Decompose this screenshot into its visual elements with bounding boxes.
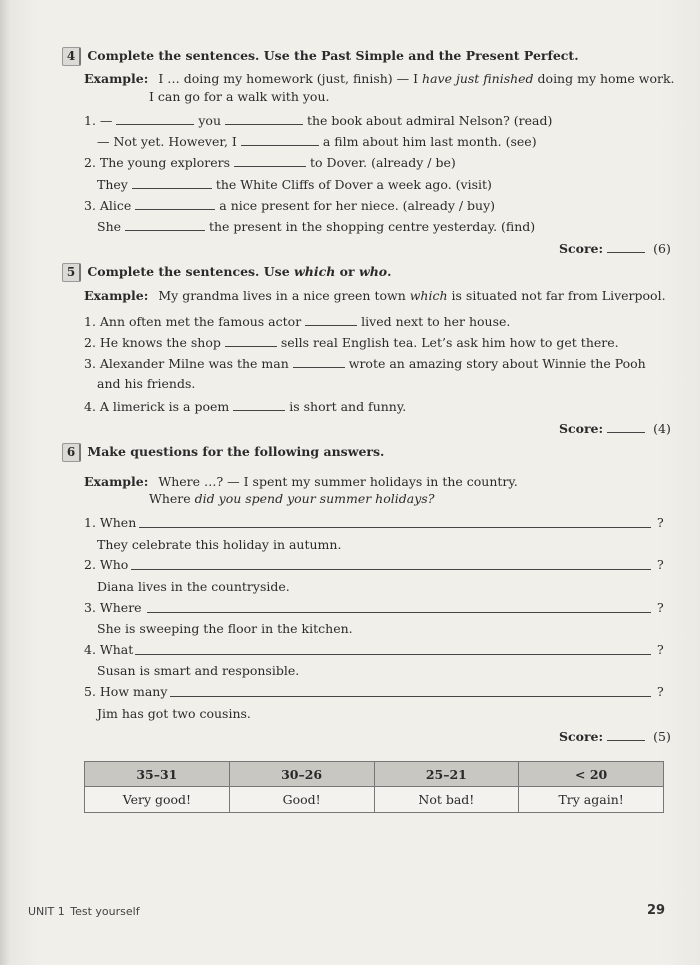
score-rating: Not bad!: [374, 787, 519, 813]
question-mark: ?: [657, 642, 664, 657]
score-5: [559, 420, 671, 436]
exercise-title-end: .: [387, 264, 392, 279]
sentence-text: to Dover. (already / be): [310, 155, 456, 170]
score-range-row: [85, 762, 664, 787]
answer-blank[interactable]: [305, 313, 357, 326]
sentence-text: a nice present for her niece. (already / buy): [219, 198, 496, 213]
answer-5: Jim has got two cousins.: [97, 706, 251, 721]
example-line: [84, 71, 675, 86]
sentence-2-follow: [97, 176, 492, 192]
exercise-title-who: who: [358, 264, 388, 279]
sentence-text: lived next to her house.: [361, 314, 511, 329]
sentence-text: She: [97, 219, 122, 234]
example-text: Where: [149, 491, 195, 506]
question-mark: ?: [657, 600, 664, 615]
example-text: I … doing my homework (just, finish) — I: [158, 71, 423, 86]
score-range: < 20: [519, 762, 664, 787]
sentence-text: sells real English tea. Let’s ask him how to get there.: [280, 335, 619, 350]
example-text-end: is situated not far from Liverpool.: [447, 288, 666, 303]
exercise-5-heading: [62, 263, 391, 282]
sentence-3: [84, 197, 495, 213]
question-1-prompt: 1. When: [84, 515, 137, 530]
unit-label: UNIT 1: [28, 905, 65, 918]
sentence-2: [84, 334, 619, 350]
exercise-number: 5: [62, 263, 81, 282]
sentence-text: wrote an amazing story about Winnie the Pooh: [348, 356, 646, 371]
answer-blank[interactable]: [135, 197, 215, 210]
sentence-1-reply: [97, 133, 537, 149]
footer-unit: [28, 905, 140, 918]
answer-blank[interactable]: [293, 355, 345, 368]
exercise-title: Make questions for the following answers.: [87, 444, 385, 459]
question-5-line[interactable]: [170, 696, 651, 697]
example-answer: which: [409, 288, 448, 303]
score-blank[interactable]: [607, 420, 645, 433]
score-rating-row: [85, 787, 664, 813]
question-mark: ?: [657, 684, 664, 699]
score-rating: Try again!: [519, 787, 664, 813]
question-3-line[interactable]: [147, 612, 651, 613]
score-range: 30–26: [229, 762, 374, 787]
score-blank[interactable]: [607, 728, 645, 741]
sentence-text: you: [198, 113, 222, 128]
answer-blank[interactable]: [132, 176, 212, 189]
sentence-1: [84, 313, 510, 329]
example-line: [84, 288, 666, 303]
score-label: Score:: [559, 421, 604, 436]
sentence-text: the White Cliffs of Dover a week ago. (visit): [215, 177, 492, 192]
score-label: Score:: [559, 241, 604, 256]
exercise-6-heading: [62, 443, 384, 462]
answer-blank[interactable]: [241, 133, 319, 146]
sentence-text: 1. —: [84, 113, 113, 128]
example-answer: did you spend your summer holidays?: [194, 491, 435, 506]
answer-blank[interactable]: [225, 334, 277, 347]
score-label: Score:: [559, 729, 604, 744]
answer-3: She is sweeping the floor in the kitchen.: [97, 621, 353, 636]
sentence-text: 3. Alice: [84, 198, 132, 213]
score-6: [559, 728, 671, 744]
score-4: [559, 240, 671, 256]
question-4-prompt: 4. What: [84, 642, 134, 657]
sentence-text: 4. A limerick is a poem: [84, 399, 230, 414]
example-line: [84, 474, 518, 489]
score-max: (5): [653, 729, 671, 744]
exercise-title: Complete the sentences. Use the Past Simple and the Present Perfect.: [87, 48, 579, 63]
sentence-3-follow: [97, 218, 535, 234]
page-number: 29: [647, 903, 666, 918]
sentence-text: — Not yet. However, I: [97, 134, 237, 149]
question-2-line[interactable]: [131, 569, 651, 570]
answer-4: Susan is smart and responsible.: [97, 663, 300, 678]
question-mark: ?: [657, 557, 664, 572]
answer-blank[interactable]: [233, 398, 285, 411]
sentence-text: 3. Alexander Milne was the man: [84, 356, 289, 371]
example-text: Where …? — I spent my summer holidays in the country.: [158, 474, 518, 489]
question-4-line[interactable]: [135, 654, 651, 655]
example-answer: have just finished: [422, 71, 534, 86]
exercise-number: 4: [62, 47, 81, 66]
score-blank[interactable]: [607, 240, 645, 253]
answer-2: Diana lives in the countryside.: [97, 579, 290, 594]
exercise-title-or: or: [335, 264, 359, 279]
example-text: My grandma lives in a nice green town: [158, 288, 410, 303]
sentence-text: 2. The young explorers: [84, 155, 231, 170]
exercise-title-which: which: [294, 264, 336, 279]
score-max: (6): [653, 241, 671, 256]
score-range: 35–31: [85, 762, 230, 787]
sentence-text: 2. He knows the shop: [84, 335, 221, 350]
section-label: Test yourself: [70, 905, 140, 918]
sentence-text: the present in the shopping centre yesterday. (find): [208, 219, 536, 234]
score-range: 25–21: [374, 762, 519, 787]
example-label: Example:: [84, 288, 149, 303]
example-label: Example:: [84, 71, 149, 86]
example-line-2: [149, 491, 434, 506]
example-line-2: I can go for a walk with you.: [149, 89, 330, 104]
question-mark: ?: [657, 515, 664, 530]
sentence-text: is short and funny.: [289, 399, 407, 414]
score-rating: Very good!: [85, 787, 230, 813]
example-text-end: doing my home work.: [533, 71, 675, 86]
sentence-2: [84, 154, 456, 170]
exercise-title: Complete the sentences. Use: [87, 264, 294, 279]
exercise-4-heading: [62, 47, 579, 66]
score-max: (4): [653, 421, 671, 436]
example-label: Example:: [84, 474, 149, 489]
answer-blank[interactable]: [116, 112, 194, 125]
score-rating: Good!: [229, 787, 374, 813]
answer-blank[interactable]: [234, 154, 306, 167]
score-table: [84, 761, 664, 813]
sentence-text: They: [97, 177, 128, 192]
question-2-prompt: 2. Who: [84, 557, 129, 572]
sentence-text: 1. Ann often met the famous actor: [84, 314, 302, 329]
sentence-text: the book about admiral Nelson? (read): [306, 113, 553, 128]
exercise-number: 6: [62, 443, 81, 462]
question-3-prompt: 3. Where: [84, 600, 142, 615]
question-1-line[interactable]: [139, 527, 651, 528]
answer-blank[interactable]: [225, 112, 303, 125]
question-5-prompt: 5. How many: [84, 684, 168, 699]
sentence-1: [84, 112, 552, 128]
answer-blank[interactable]: [125, 218, 205, 231]
sentence-3-cont: and his friends.: [97, 376, 196, 391]
answer-1: They celebrate this holiday in autumn.: [97, 537, 342, 552]
sentence-text: a film about him last month. (see): [322, 134, 537, 149]
sentence-4: [84, 398, 406, 414]
sentence-3: [84, 355, 646, 371]
